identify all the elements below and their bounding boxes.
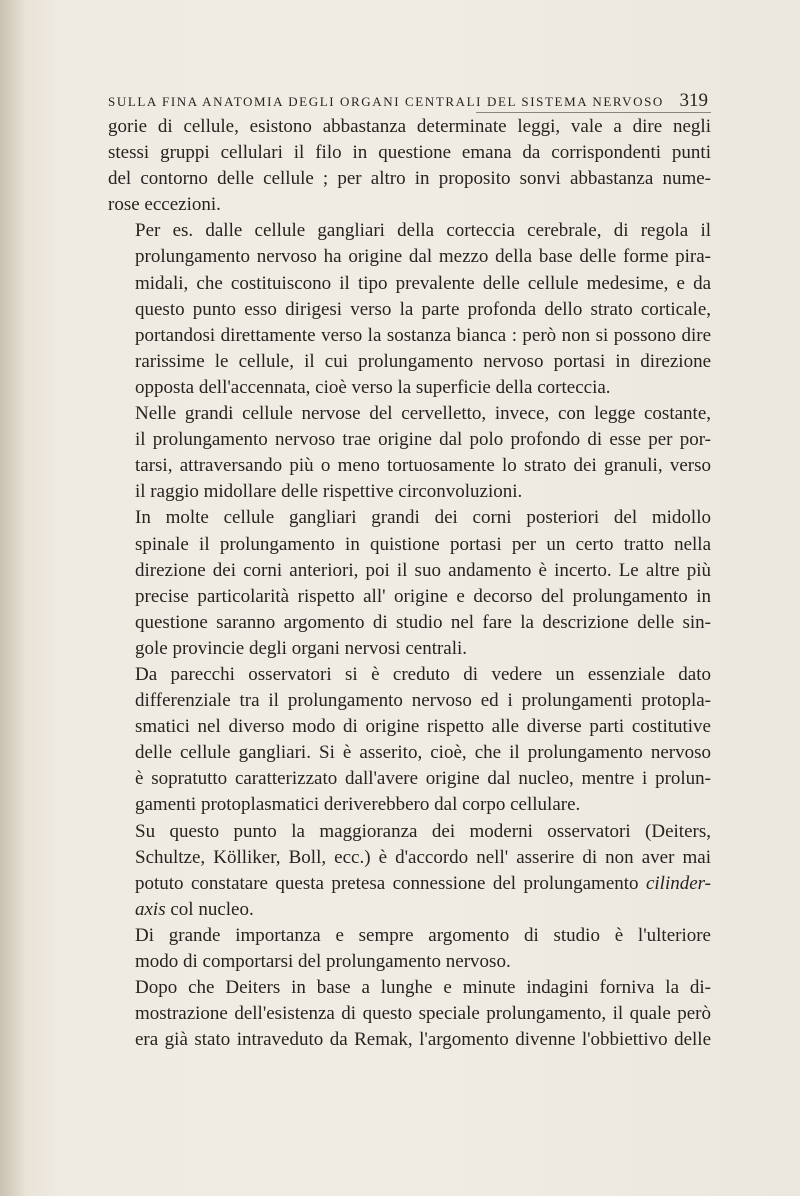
text-line: stessi gruppi cellulari il filo in questione emana da corrispondenti punti (108, 142, 711, 164)
text-line: rose eccezioni. (108, 194, 221, 216)
paragraph-4 (108, 505, 711, 662)
text-line: portandosi direttamente verso la sostanza bianca : però non si possono dire (135, 324, 711, 346)
text-line: gamenti protoplasmatici deriverebbero dal corpo cellulare. (135, 794, 581, 816)
paragraph-7 (108, 923, 711, 975)
header-rule (476, 112, 711, 113)
text-line: Dopo che Deiters in base a lunghe e minute indagini forniva la di- (135, 977, 711, 999)
text-line: questo punto esso dirigesi verso la parte profonda dello strato corticale, (135, 298, 711, 320)
text-line: opposta dell'accennata, cioè verso la superficie della corteccia. (135, 376, 611, 398)
paragraph-2 (108, 218, 711, 401)
text-line: questione saranno argomento di studio nel fare la descrizione delle sin- (135, 611, 711, 633)
text-line: differenziale tra il prolungamento nervoso ed i prolungamenti protopla- (135, 690, 711, 712)
text-line (108, 871, 711, 897)
text-line: delle cellule gangliari. Si è asserito, cioè, che il prolungamento nervoso (135, 742, 711, 764)
text-line: Schultze, Kölliker, Boll, ecc.) è d'accordo nell' asserire di non aver mai (135, 846, 711, 868)
text-fragment: potuto constatare questa pretesa connessione del prolungamento (135, 872, 639, 894)
text-line: gole provincie degli organi nervosi centrali. (135, 637, 468, 659)
running-head (108, 90, 708, 114)
text-line: precise particolarità rispetto all' origine e decorso del prolungamento in (135, 585, 711, 607)
text-line: gorie di cellule, esistono abbastanza determinate leggi, vale a dire negli (108, 116, 711, 137)
text-line: smatici nel diverso modo di origine rispetto alle diverse parti costitutive (135, 716, 711, 738)
text-line: tarsi, attraversando più o meno tortuosamente lo strato dei granuli, verso (135, 455, 711, 477)
italic-term: axis (135, 898, 166, 920)
text-line: direzione dei corni anteriori, poi il suo andamento è incerto. Le altre più (135, 559, 711, 581)
text-line: del contorno delle cellule ; per altro in proposito sonvi abbastanza nume- (108, 168, 711, 190)
text-line: In molte cellule gangliari grandi dei corni posteriori del midollo (135, 507, 711, 529)
text-line: Nelle grandi cellule nervose del cervelletto, invece, con legge costante, (135, 403, 711, 425)
text-line (108, 897, 711, 923)
text-fragment: col nucleo. (170, 898, 254, 920)
text-line: Di grande importanza e sempre argomento di studio è l'ulteriore (135, 924, 711, 946)
body-text (108, 114, 711, 1053)
text-line: il prolungamento nervoso trae origine dal polo profondo di esse per por- (135, 429, 711, 451)
text-line: è sopratutto caratterizzato dall'avere origine dal nucleo, mentre i prolun- (135, 768, 711, 790)
italic-term: cilinder- (645, 872, 712, 894)
paragraph-6 (108, 819, 711, 923)
spine-shadow (0, 0, 26, 1196)
text-line: era già stato intraveduto da Remak, l'argomento divenne l'obbiettivo delle (135, 1029, 711, 1051)
running-title: SULLA FINA ANATOMIA DEGLI ORGANI CENTRALI DEL SISTEMA NERVOSO (108, 94, 664, 109)
text-line: Per es. dalle cellule gangliari della corteccia cerebrale, di regola il (135, 220, 711, 242)
text-line: spinale il prolungamento in quistione portasi per un certo tratto nella (135, 533, 711, 555)
text-line: rarissime le cellule, il cui prolungamento nervoso portasi in direzione (135, 350, 711, 372)
text-line: midali, che costituiscono il tipo prevalente delle cellule medesime, e da (135, 272, 711, 294)
text-line: prolungamento nervoso ha origine dal mezzo della base delle forme pira- (135, 246, 711, 268)
paragraph-8 (108, 975, 711, 1053)
text-line: il raggio midollare delle rispettive circonvoluzioni. (135, 481, 523, 503)
paragraph-5 (108, 662, 711, 819)
page-number: 319 (679, 90, 708, 111)
paragraph-1 (108, 114, 711, 218)
text-line: Da parecchi osservatori si è creduto di vedere un essenziale dato (135, 663, 711, 685)
text-line: modo di comportarsi del prolungamento nervoso. (135, 951, 511, 972)
text-line: Su questo punto la maggioranza dei moderni osservatori (Deiters, (135, 820, 711, 842)
paragraph-3 (108, 401, 711, 505)
text-line: mostrazione dell'esistenza di questo speciale prolungamento, il quale però (135, 1003, 711, 1025)
